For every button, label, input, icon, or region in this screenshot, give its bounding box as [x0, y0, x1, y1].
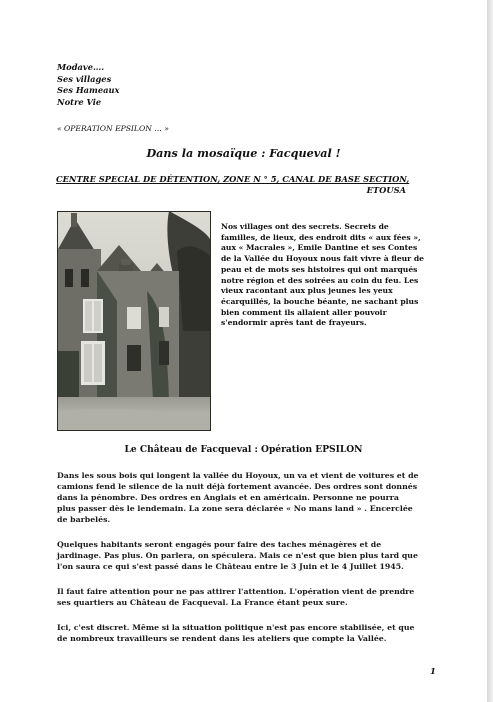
header-block — [57, 62, 119, 108]
intro-line: écarquillés, la bouche béante, ne sachant plus — [221, 296, 419, 306]
intro-line: familles, de lieux, des endroit dits « aux fées », — [221, 232, 421, 242]
paragraph-line: Dans les sous bois qui longent la vallée du Hoyoux, un va et vient de voitures et de — [57, 471, 419, 480]
paragraph-line: Ici, c'est discret. Même si la situation politique n'est pas encore stabilisée, et que — [57, 623, 415, 632]
page-title: Dans la mosaïque : Facqueval ! — [146, 146, 341, 160]
paragraph-line: jardinage. Pas plus. On parlera, on spéculera. Mais ce n'est que bien plus tard que — [57, 550, 418, 560]
header-line: Ses Hameaux — [57, 85, 120, 95]
header-line: Notre Vie — [57, 96, 102, 107]
operation-line: « OPERATION EPSILON … » — [57, 124, 169, 133]
intro-line: de la Vallée du Hoyoux nous fait vivre à fleur de — [221, 254, 424, 264]
paragraph-line: plus passer dès le lendemain. La zone sera déclarée « No mans land » . Encerclée — [57, 503, 413, 513]
paragraph-line: de barbelés. — [57, 514, 111, 524]
header-line: Modave…. — [57, 62, 105, 72]
paragraph-line: camions fend le silence de la nuit déjà fortement avancée. Des ordres sont donnés — [57, 481, 418, 491]
page-number: 1 — [430, 667, 436, 677]
paragraph — [57, 540, 438, 573]
intro-line: s'endormir après tant de frayeurs. — [221, 318, 367, 328]
paragraph-line: ses quartiers au Château de Facqueval. La France étant peux sure. — [57, 597, 348, 607]
header-line: Ses villages — [57, 73, 112, 84]
paragraph — [57, 471, 438, 526]
subtitle-line-2: ETOUSA — [366, 185, 406, 195]
subtitle — [56, 174, 410, 196]
intro-line: bien comment ils allaient aller pouvoir — [221, 307, 387, 317]
intro-line: aux « Macrales », Emile Dantine et ses Contes — [221, 243, 418, 253]
intro-line: peau et de mots ses histoires qui ont marqués — [221, 264, 418, 274]
chateau-photo — [57, 211, 211, 431]
paragraph-line: Il faut faire attention pour ne pas attirer l'attention. L'opération vient de prendre — [57, 587, 415, 596]
paragraph — [57, 623, 438, 645]
page-edge-shadow — [487, 0, 493, 702]
paragraph-line: de nombreux travailleurs se rendent dans les ateliers que compte la Vallée. — [57, 633, 387, 643]
intro-line: notre région et des soirées au coin du feu. Les — [221, 275, 419, 285]
paragraph-line: l'on saura ce qui s'est passé dans le Château entre le 3 Juin et le 4 Juillet 1945. — [57, 561, 404, 571]
intro-text — [221, 222, 439, 329]
paragraph-line: dans la pénombre. Des ordres en Anglais et en américain. Personne ne pourra — [57, 492, 399, 502]
subtitle-line-1: CENTRE SPECIAL DE DÉTENTION, ZONE N ° 5, CANAL DE BASE SECTION, — [56, 174, 410, 184]
section-heading: Le Château de Facqueval : Opération EPSILON — [124, 444, 363, 455]
paragraph — [57, 587, 438, 609]
paragraph-line: Quelques habitants seront engagés pour faire des taches ménagères et de — [57, 540, 382, 549]
intro-line: Nos villages ont des secrets. Secrets de — [221, 222, 389, 231]
intro-line: vieux racontant aux plus jeunes les yeux — [221, 286, 393, 296]
